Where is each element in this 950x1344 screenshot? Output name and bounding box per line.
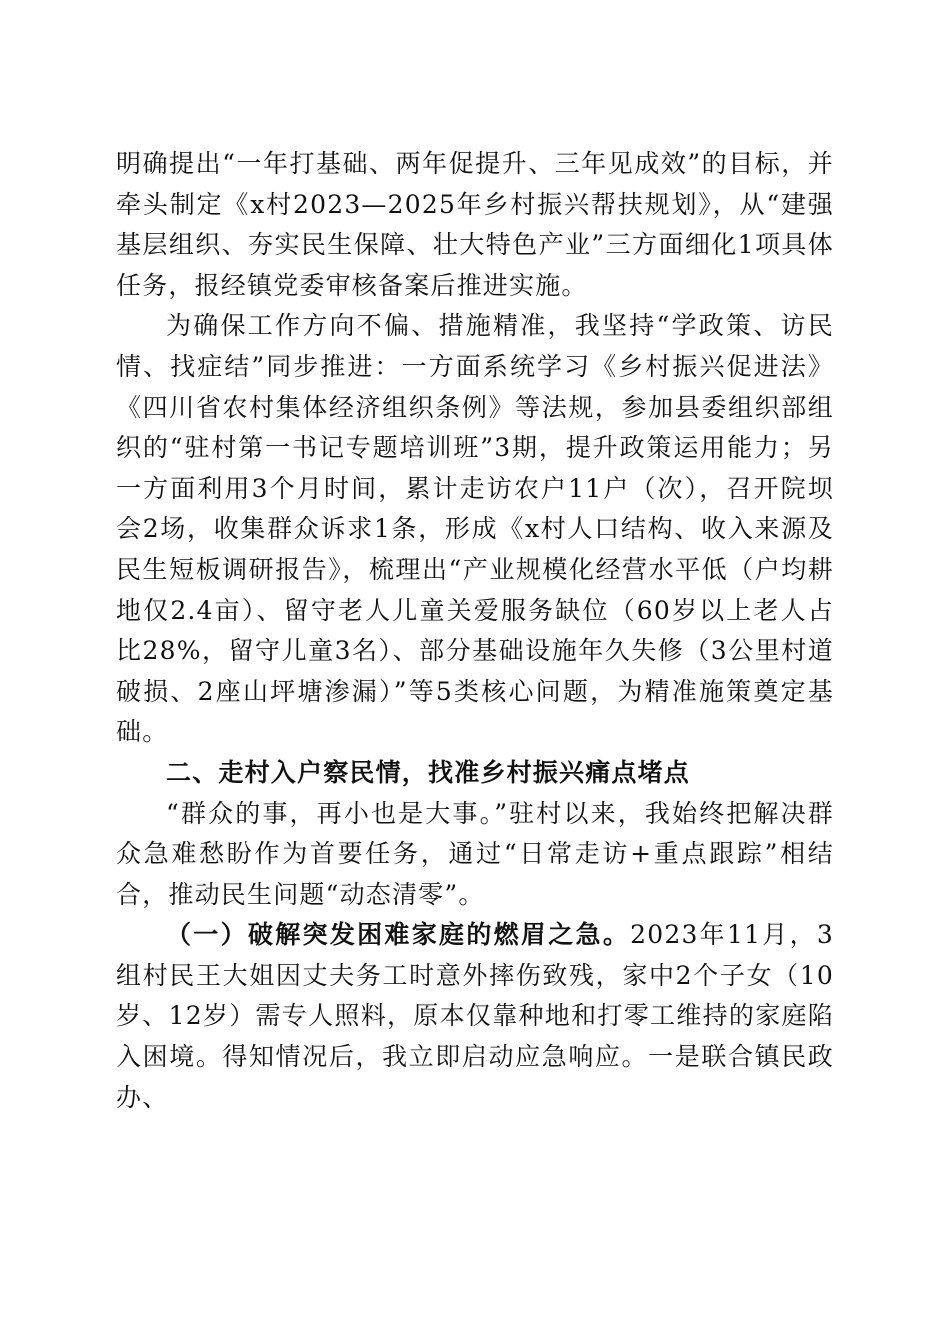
paragraph-case-text: 2023年11月，3组村民王大姐因丈夫务工时意外摔伤致残，家中2个子女（10岁、12岁）需专人照料，原本仅靠种地和打零工维持的家庭陷入困境。得知情况后，我立即启动应急响应。一是联合镇民政办、 <box>116 920 834 1112</box>
section-heading: 二、走村入户察民情，找准乡村振兴痛点堵点 <box>166 757 691 787</box>
paragraph-research: 为确保工作方向不偏、措施精准，我坚持“学政策、访民情、找症结”同步推进：一方面系统学习《乡村振兴促进法》《四川省农村集体经济组织条例》等法规，参加县委组织部组织的“驻村第一书记专题培训班”3期，提升政策运用能力；另一方面利用3个月时间，累计走访农户11户（次），召开院坝会2场，收集群众诉求1条，形成《x村人口结构、收入来源及民生短板调研报告》，梳理出“产业规模化经营水平低（户均耕地仅2.4亩）、留守老人儿童关爱服务缺位（60岁以上老人占比28%，留守儿童3名）、部分基础设施年久失修（3公里村道破损、2座山坪塘渗漏）”等5类核心问题，为精准施策奠定基础。 <box>116 311 834 747</box>
paragraph-case <box>116 915 834 1118</box>
paragraph-intro: “群众的事，再小也是大事。”驻村以来，我始终把解决群众急难愁盼作为首要任务，通过“日常走访+重点跟踪”相结合，推动民生问题“动态清零”。 <box>116 798 834 909</box>
paragraph-lead: （一）破解突发困难家庭的燃眉之急。 <box>166 920 631 950</box>
paragraph-continuation: 明确提出“一年打基础、两年促提升、三年见成效”的目标，并牵头制定《x村2023—2025年乡村振兴帮扶规划》，从“建强基层组织、夯实民生保障、壮大特色产业”三方面细化1项具体任务，报经镇党委审核备案后推进实施。 <box>116 149 834 300</box>
document-body <box>116 144 834 1118</box>
